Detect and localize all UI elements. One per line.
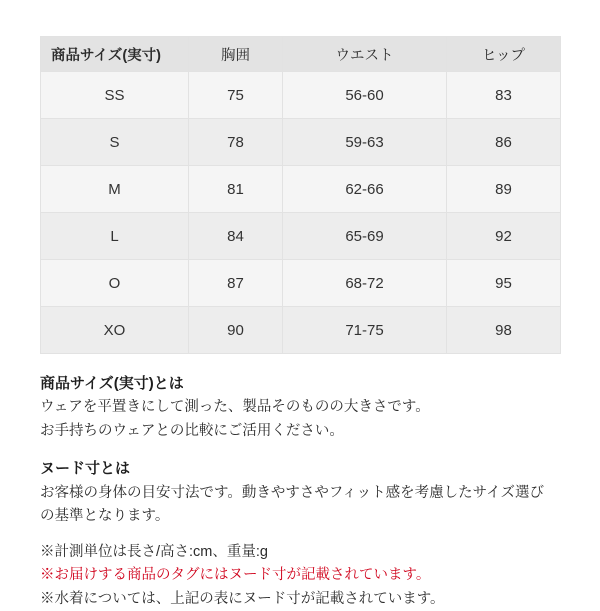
cell-size: L (41, 213, 189, 260)
cell-hip: 83 (447, 72, 561, 119)
table-row (41, 72, 561, 119)
cell-waist: 56-60 (283, 72, 447, 119)
note-line-3: お客様の身体の目安寸法です。動きやすさやフィット感を考慮したサイズ選び (40, 484, 545, 501)
table-row (41, 166, 561, 213)
cell-waist: 68-72 (283, 260, 447, 307)
cell-size: O (41, 260, 189, 307)
table-header-row (41, 37, 561, 72)
cell-size: M (41, 166, 189, 213)
notes-spacer (40, 443, 560, 455)
cell-size: S (41, 119, 189, 166)
note-heading-nude-size: ヌード寸とは (40, 460, 131, 478)
size-table-header (41, 37, 561, 72)
table-row (41, 260, 561, 307)
cell-bust: 75 (189, 72, 283, 119)
cell-bust: 78 (189, 119, 283, 166)
cell-hip: 89 (447, 166, 561, 213)
cell-hip: 98 (447, 307, 561, 354)
note-line-5: ※計測単位は長さ/高さ:cm、重量:g (40, 543, 268, 560)
notes-section (40, 372, 560, 611)
cell-hip: 92 (447, 213, 561, 260)
cell-hip: 86 (447, 119, 561, 166)
note-line-6: ※お届けする商品のタグにはヌード寸が記載されています。 (40, 567, 431, 584)
note-line-4: の基準となります。 (40, 508, 170, 525)
header-waist: ウエスト (283, 37, 447, 72)
notes-spacer-2 (40, 529, 560, 541)
size-table (40, 36, 561, 354)
cell-waist: 65-69 (283, 213, 447, 260)
note-line-2: お手持ちのウェアとの比較にご活用ください。 (40, 422, 344, 439)
table-row (41, 307, 561, 354)
cell-bust: 87 (189, 260, 283, 307)
header-hip: ヒップ (447, 37, 561, 72)
cell-size: XO (41, 307, 189, 354)
size-table-body (41, 72, 561, 354)
cell-bust: 81 (189, 166, 283, 213)
cell-waist: 62-66 (283, 166, 447, 213)
table-row (41, 119, 561, 166)
note-line-7: ※水着については、上記の表にヌード寸が記載されています。 (40, 590, 445, 607)
cell-size: SS (41, 72, 189, 119)
note-line-1: ウェアを平置きにして測った、製品そのものの大きさです。 (40, 399, 430, 416)
cell-waist: 71-75 (283, 307, 447, 354)
header-product-size: 商品サイズ(実寸) (41, 37, 189, 72)
cell-bust: 90 (189, 307, 283, 354)
cell-waist: 59-63 (283, 119, 447, 166)
cell-bust: 84 (189, 213, 283, 260)
cell-hip: 95 (447, 260, 561, 307)
note-heading-product-size: 商品サイズ(実寸)とは (40, 375, 184, 392)
table-row (41, 213, 561, 260)
header-bust: 胸囲 (189, 37, 283, 72)
